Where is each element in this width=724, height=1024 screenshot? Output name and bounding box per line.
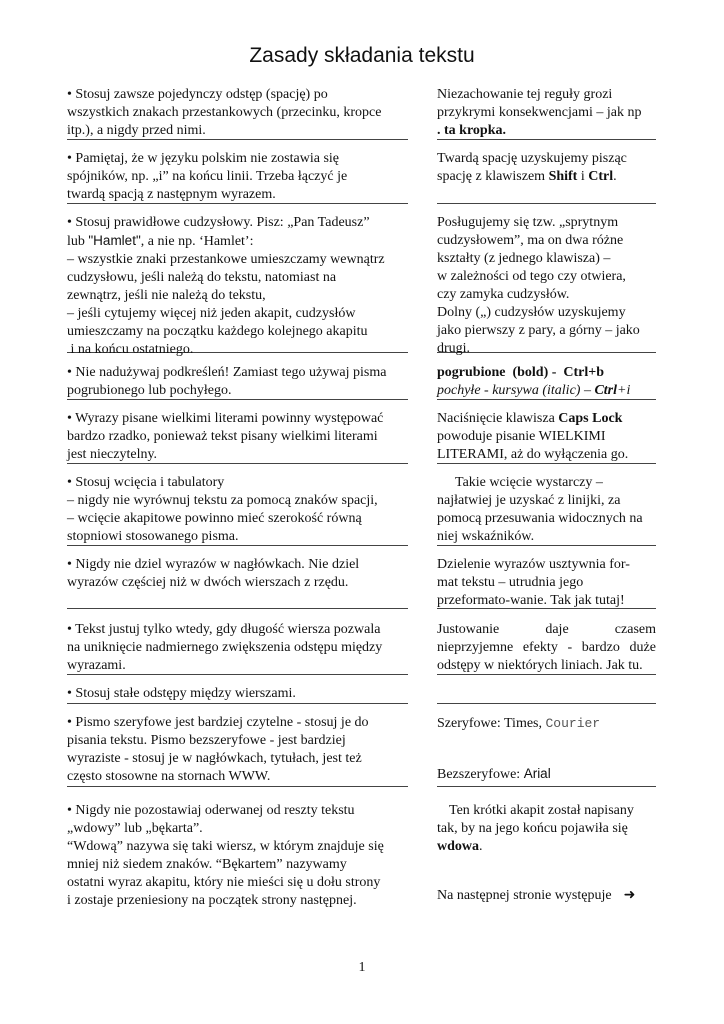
rule-left-6 — [67, 474, 408, 546]
rule-left-4 — [67, 364, 408, 400]
note-text: Niezachowanie tej reguły grozi przykrymi konsekwencjami – jak np . ta kropka. — [437, 87, 642, 138]
rule-text: • Nigdy nie pozostawiaj oderwanej od reszty tekstu „wdowy” lub „bękarta”. “Wdową” nazywa się taki wiersz, w którym znajduje się mniej niż siedem znaków. “Bękartem” nazywamy ostatni wyraz akapitu, który nie mieści się u dołu strony i zostaje przeniesiony na początek strony następnej. — [67, 803, 384, 908]
rule-text: • Pamiętaj, że w języku polskim nie zostawia się spójników, np. „i” na końcu linii. Trzeba łączyć je twardą spacją z następnym wyrazem. — [67, 151, 348, 202]
rule-text: • Tekst justuj tylko wtedy, gdy długość wiersza pozwala na uniknięcie nadmiernego zwiększenia odstępu między wyrazami. — [67, 622, 383, 673]
note-text: Takie wcięcie wystarczy – najłatwiej je uzyskać z linijki, za pomocą przesuwania widocznych na niej wskaźników. — [437, 475, 643, 544]
note-right-2 — [437, 150, 656, 204]
rule-text: • Stosuj wcięcia i tabulatory – nigdy nie wyrównuj tekstu za pomocą znaków spacji, – wcięcie akapitowe powinno mieć szerokość równą stopniowi stosowanego pisma. — [67, 475, 378, 544]
note-right-11 — [437, 802, 659, 912]
rule-text: • Nie nadużywaj podkreśleń! Zamiast tego używaj pisma pogrubionego lub pochyłego. — [67, 365, 387, 398]
note-text: Dzielenie wyrazów usztywnia for- mat tekstu – utrudnia jego przeformato-wanie. Tak jak tutaj! — [437, 557, 630, 608]
rule-text: • Pismo szeryfowe jest bardziej czytelne - stosuj je do pisania tekstu. Pismo bezszeryfowe - jest bardziej wyraziste - stosuj je w nagłówkach, tytułach, jest też często stosowne na stornach WWW. — [67, 715, 369, 784]
rule-text: • Wyrazy pisane wielkimi literami powinny występować bardzo rzadko, ponieważ tekst pisany wielkimi literami jest nieczytelny. — [67, 411, 384, 462]
rule-text: • Stosuj zawsze pojedynczy odstęp (spację) po wszystkich znakach przestankowych (przecinku, kropce itp.), a nigdy przed nimi. — [67, 87, 382, 138]
note-sans-example: Bezszeryfowe: Arial — [437, 766, 551, 782]
note-text: Justowanie daje czasem nieprzyjemne efekty - bardzo duże odstępy w niektórych liniach. Jak tu. — [437, 622, 656, 673]
note-right-1 — [437, 86, 656, 140]
next-page-note: Na następnej stronie występuje ➜ — [437, 888, 636, 903]
note-right-3 — [437, 214, 656, 356]
note-right-7 — [437, 556, 656, 609]
note-right-8 — [437, 621, 656, 675]
note-text: pogrubione (bold) - Ctrl+b pochyłe - kursywa (italic) – Ctrl+i — [437, 365, 631, 398]
rule-left-3 — [67, 214, 408, 357]
rule-text: • Stosuj prawidłowe cudzysłowy. Pisz: „Pan Tadeusz” lub "Hamlet", a nie np. ‘Hamlet’: – wszystkie znaki przestankowe umieszczamy wewnątrz cudzysłowu, jeśli należą do tekstu, natomiast na zewnątrz, jeśli nie należą do tekstu, – jeśli cytujemy więcej niż jeden akapit, cudzysłów umieszczamy na początku każdego kolejnego akapitu i na końcu ostatniego. — [67, 215, 385, 357]
note-right-5 — [437, 410, 656, 464]
rule-text: • Nigdy nie dziel wyrazów w nagłówkach. Nie dziel wyrazów częściej niż w dwóch wierszach z rzędu. — [67, 557, 360, 590]
rule-left-7 — [67, 556, 408, 609]
rule-left-5 — [67, 410, 408, 464]
note-text: Twardą spację uzyskujemy pisząc spację z klawiszem Shift i Ctrl. — [437, 151, 627, 184]
note-right-4 — [437, 364, 656, 400]
rule-left-9 — [67, 685, 408, 704]
rule-text: • Stosuj stałe odstępy między wierszami. — [67, 686, 296, 701]
page-title: Zasady składania tekstu — [249, 44, 475, 67]
rule-left-8 — [67, 621, 408, 675]
note-serif-example: Szeryfowe: Times, Courier — [437, 716, 601, 731]
page-number: 1 — [358, 960, 366, 975]
rule-left-2 — [67, 150, 408, 204]
note-text: Posługujemy się tzw. „sprytnym cudzysłowem”, ma on dwa różne kształty (z jednego klawisza) – w zależności od tego czy otwiera, czy zamyka cudzysłów. Dolny („) cudzysłów uzyskujemy jako pierwszy z pary, a górny – jako drugi. — [437, 215, 640, 356]
note-right-10 — [437, 714, 656, 787]
note-right-6 — [437, 474, 656, 546]
rule-left-1 — [67, 86, 408, 140]
note-text: Naciśnięcie klawisza Caps Lock powoduje pisanie WIELKIMI LITERAMI, aż do wyłączenia go. — [437, 411, 629, 462]
arrow-right-icon: ➜ — [623, 888, 636, 903]
note-right-9 — [437, 685, 656, 704]
rule-left-11 — [67, 802, 408, 910]
note-text: Ten krótki akapit został napisany tak, by na jego końcu pojawiła się wdowa. — [437, 803, 634, 854]
rule-left-10 — [67, 714, 408, 787]
